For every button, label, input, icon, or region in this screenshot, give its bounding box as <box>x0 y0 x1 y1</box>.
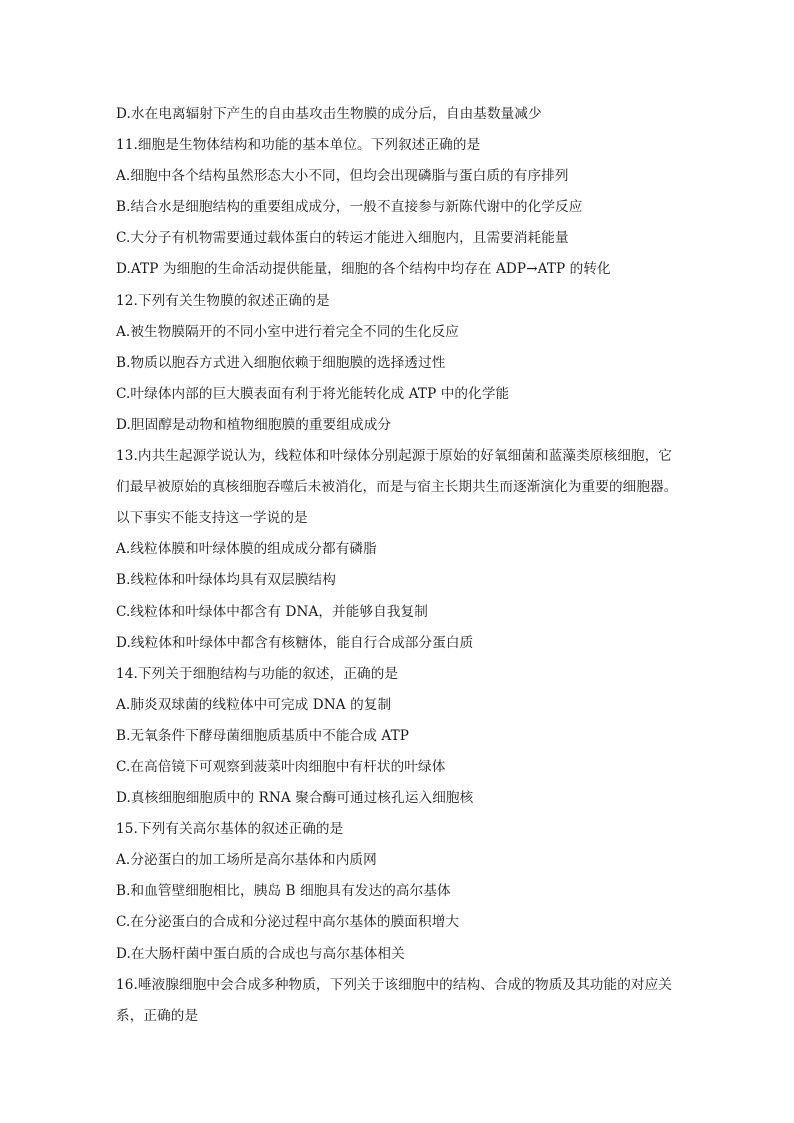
question-stem: 15.下列有关高尔基体的叙述正确的是 <box>116 821 344 838</box>
option-a: A.分泌蛋白的加工场所是高尔基体和内质网 <box>116 852 377 869</box>
question-13 <box>116 441 694 659</box>
option-b: B.无氧条件下酵母菌细胞质基质中不能合成 ATP <box>116 727 410 744</box>
question-10-tail <box>116 99 694 130</box>
option-c: C.叶绿体内部的巨大膜表面有利于将光能转化成 ATP 中的化学能 <box>116 385 510 402</box>
question-stem: 14.下列关于细胞结构与功能的叙述，正确的是 <box>116 665 399 682</box>
option-d: D.胆固醇是动物和植物细胞膜的重要组成成分 <box>116 416 392 433</box>
option-a: A.细胞中各个结构虽然形态大小不同，但均会出现磷脂与蛋白质的有序排列 <box>116 168 569 185</box>
option-a: A.肺炎双球菌的线粒体中可完成 DNA 的复制 <box>116 696 392 713</box>
question-stem: 11.细胞是生物体结构和功能的基本单位。下列叙述正确的是 <box>116 137 481 154</box>
option-d: D.水在电离辐射下产生的自由基攻击生物膜的成分后，自由基数量减少 <box>116 106 542 122</box>
option-a: A.被生物膜隔开的不同小室中进行着完全不同的生化反应 <box>116 323 459 340</box>
option-c: C.线粒体和叶绿体中都含有 DNA，并能够自我复制 <box>116 603 428 620</box>
option-a: A.线粒体膜和叶绿体膜的组成成分都有磷脂 <box>116 541 377 558</box>
option-d: D.线粒体和叶绿体中都含有核糖体，能自行合成部分蛋白质 <box>116 634 474 651</box>
question-stem: 12.下列有关生物膜的叙述正确的是 <box>116 292 330 309</box>
question-11 <box>116 130 694 285</box>
question-stem-line-3: 以下事实不能支持这一学说的是 <box>116 510 308 527</box>
option-b: B.线粒体和叶绿体均具有双层膜结构 <box>116 572 336 589</box>
option-c: C.在高倍镜下可观察到菠菜叶肉细胞中有杆状的叶绿体 <box>116 758 446 775</box>
question-stem-line-1: 16.唾液腺细胞中会合成多种物质，下列关于该细胞中的结构、合成的物质及其功能的对应关 <box>116 976 672 993</box>
option-b: B.和血管壁细胞相比，胰岛 B 细胞具有发达的高尔基体 <box>116 883 451 900</box>
option-b: B.物质以胞吞方式进入细胞依赖于细胞膜的选择透过性 <box>116 354 446 371</box>
option-d: D.在大肠杆菌中蛋白质的合成也与高尔基体相关 <box>116 945 405 962</box>
question-14 <box>116 659 694 814</box>
question-16 <box>116 970 694 1032</box>
question-stem-line-2: 们最早被原始的真核细胞吞噬后未被消化，而是与宿主长期共生而逐渐演化为重要的细胞器。 <box>116 479 678 496</box>
option-c: C.在分泌蛋白的合成和分泌过程中高尔基体的膜面积增大 <box>116 914 460 931</box>
option-d: D.ATP 为细胞的生命活动提供能量，细胞的各个结构中均存在 ADP→ATP 的转化 <box>116 261 611 278</box>
question-15 <box>116 814 694 969</box>
option-c: C.大分子有机物需要通过载体蛋白的转运才能进入细胞内，且需要消耗能量 <box>116 230 569 247</box>
option-d: D.真核细胞细胞质中的 RNA 聚合酶可通过核孔运入细胞核 <box>116 790 474 807</box>
question-stem-line-2: 系，正确的是 <box>116 1007 199 1024</box>
option-b: B.结合水是细胞结构的重要组成成分，一般不直接参与新陈代谢中的化学反应 <box>116 199 583 216</box>
question-stem-line-1: 13.内共生起源学说认为，线粒体和叶绿体分别起源于原始的好氧细菌和蓝藻类原核细胞，它 <box>116 448 672 465</box>
question-12 <box>116 286 694 441</box>
